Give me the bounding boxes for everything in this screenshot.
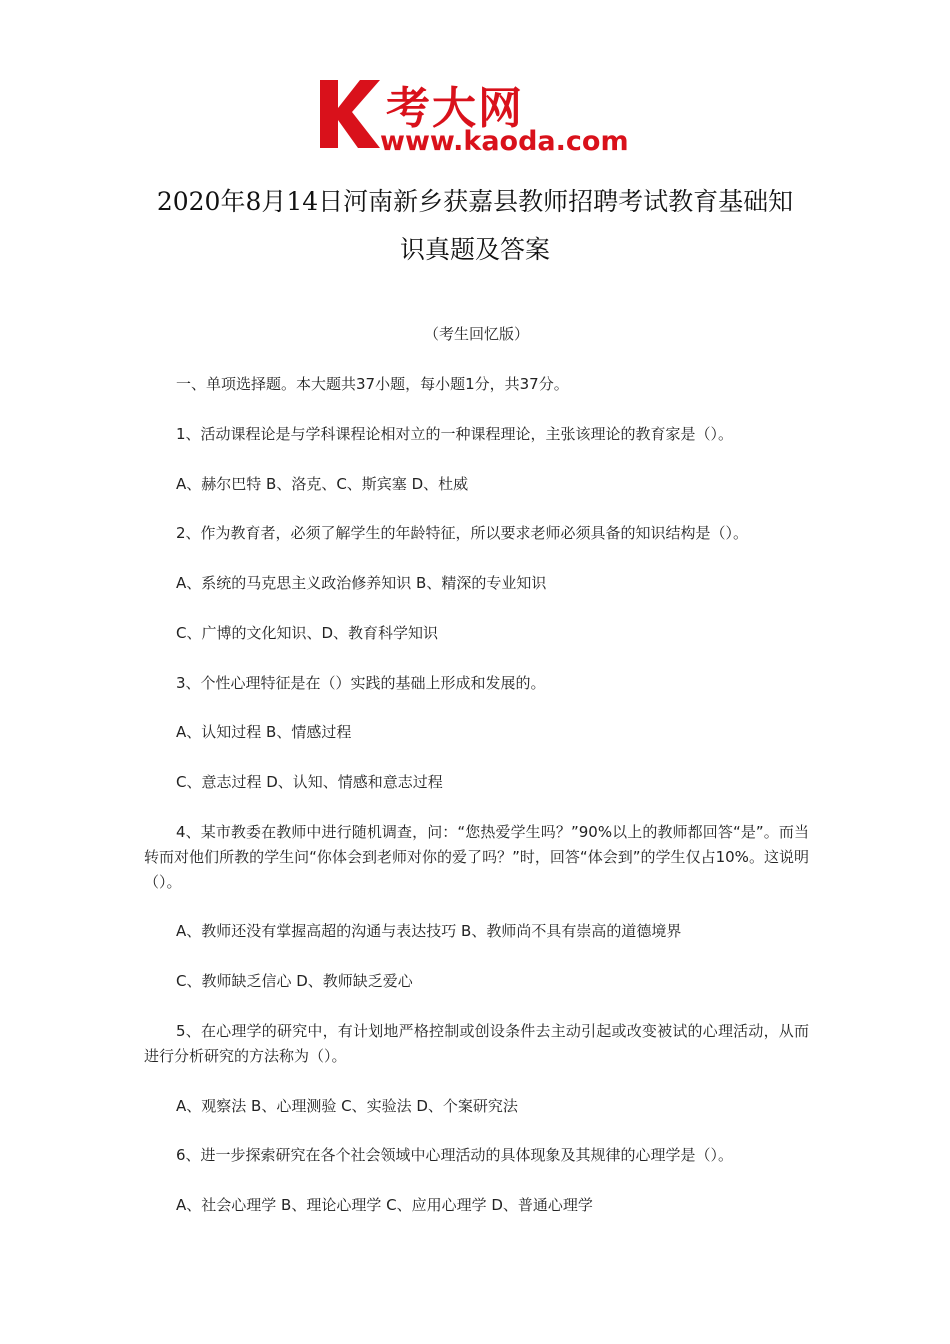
document-title-line-2: 识真题及答案 [399,235,550,264]
logo-url: www.kaoda.com [380,126,629,157]
question-4-options-ab: A、教师还没有掌握高超的沟通与表达技巧 B、教师尚不具有崇高的道德境界 [176,922,682,940]
question-6: 6、进一步探索研究在各个社会领域中心理活动的具体现象及其规律的心理学是（）。 [176,1146,734,1164]
section-heading: 一、单项选择题。本大题共37小题，每小题1分，共37分。 [176,375,569,393]
document-title-line-1: 2020年8月14日河南新乡获嘉县教师招聘考试教育基础知 [156,187,794,216]
question-5: 5、在心理学的研究中，有计划地严格控制或创设条件去主动引起或改变被试的心理活动，从而进行分析研究的方法称为（）。 [144,1022,809,1065]
question-1-options: A、赫尔巴特 B、洛克、C、斯宾塞 D、杜威 [176,475,469,493]
logo-brand-name: 考大网 [386,83,524,134]
question-1: 1、活动课程论是与学科课程论相对立的一种课程理论，主张该理论的教育家是（）。 [176,425,734,443]
question-4: 4、某市教委在教师中进行随机调查，问：“您热爱学生吗？”90%以上的教师都回答“是”。而当转而对他们所教的学生问“你体会到老师对你的爱了吗？”时，回答“体会到”的学生仅占10%。这说明（）。 [144,823,809,891]
question-2-options-ab: A、系统的马克思主义政治修养知识 B、精深的专业知识 [176,574,547,592]
question-3-options-ab: A、认知过程 B、情感过程 [176,723,352,741]
question-2-options-cd: C、广博的文化知识、D、教育科学知识 [176,624,439,642]
subtitle: （考生回忆版） [423,325,529,343]
question-4-options-cd: C、教师缺乏信心 D、教师缺乏爱心 [176,972,413,990]
kaoda-logo [318,78,638,158]
question-5-options: A、观察法 B、心理测验 C、实验法 D、个案研究法 [176,1097,518,1115]
question-2: 2、作为教育者，必须了解学生的年龄特征，所以要求老师必须具备的知识结构是（）。 [176,524,749,542]
question-6-options: A、社会心理学 B、理论心理学 C、应用心理学 D、普通心理学 [176,1196,593,1214]
question-3: 3、个性心理特征是在（）实践的基础上形成和发展的。 [176,674,546,692]
k-logo-icon [318,78,380,150]
question-3-options-cd: C、意志过程 D、认知、情感和意志过程 [176,773,443,791]
